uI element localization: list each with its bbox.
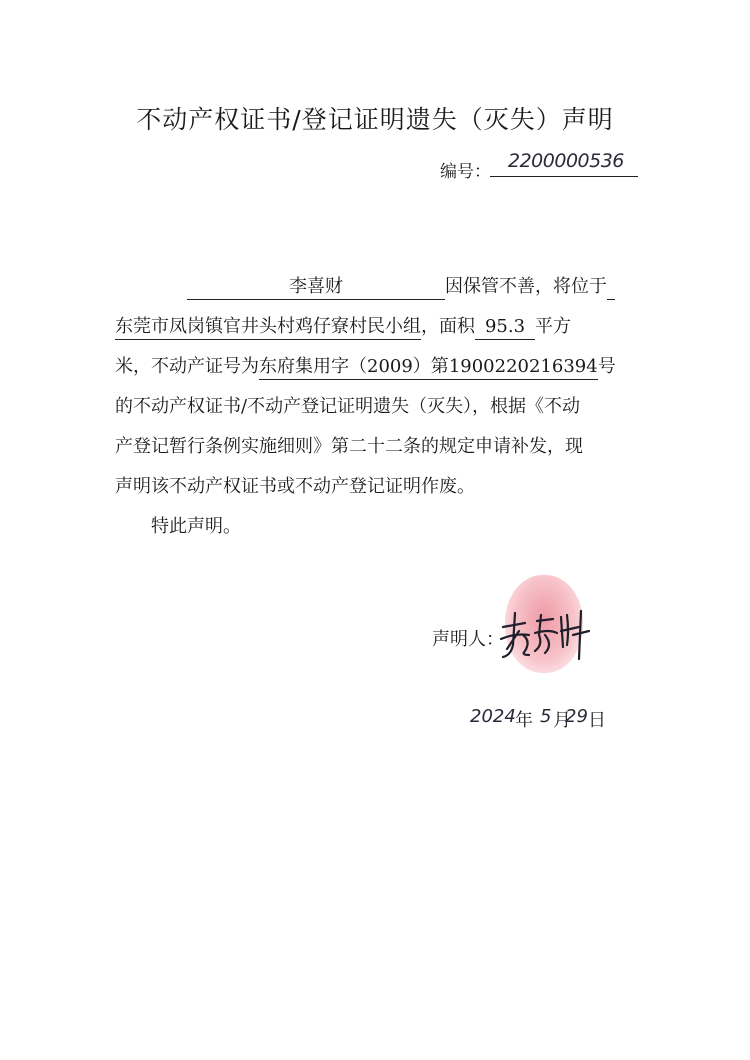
date-year-unit: 年 [515,710,533,731]
number-label: 编号： [440,162,491,182]
body-line-2 [115,315,571,340]
body-line-5: 产登记暂行条例实施细则》第二十二条的规定申请补发，现 [115,436,583,457]
number-field [490,150,638,177]
number-value: 2200000536 [508,150,624,172]
body-line-6: 声明该不动产权证书或不动产登记证明作废。 [115,476,475,497]
date-day-unit: 日 [588,710,606,731]
body-line-4: 的不动产权证书/不动产登记证明遗失（灭失），根据《不动 [115,396,581,417]
cert-number: 1900220216394 [449,355,598,380]
body-text-3: 平方 [535,316,571,337]
closing-text: 特此声明。 [151,516,241,537]
area-value: 95.3 [475,315,535,340]
body-text-5: 号 [597,356,616,377]
body-line-3 [115,355,616,380]
signature-label: 声明人： [432,629,504,650]
body-line-1 [187,275,615,300]
date-month: 5 [540,706,552,727]
location-value: 东莞市凤岗镇官井头村鸡仔寮村民小组 [115,315,421,340]
date-month-unit: 月 [553,710,571,731]
date-day: 29 [565,706,588,727]
date-year: 2024 [470,706,516,727]
body-text-4: 米，不动产证号为 [115,356,259,377]
person-name: 李喜财 [187,275,445,300]
document-title: 不动产权证书/登记证明遗失（灭失）声明 [136,105,614,134]
blank-underline [607,275,615,300]
body-text-2: ，面积 [421,316,475,337]
handwritten-signature [495,605,595,665]
cert-prefix: 东府集用字（2009）第 [259,355,449,380]
body-text-1: 因保管不善，将位于 [445,276,607,297]
